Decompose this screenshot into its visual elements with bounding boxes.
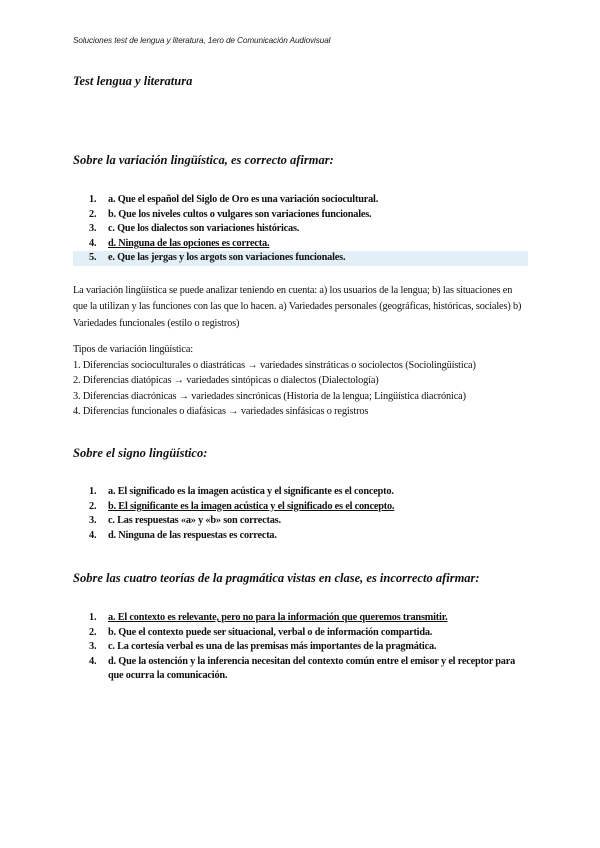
types-heading: Tipos de variación lingüística: — [73, 344, 193, 355]
list-item: 4. Diferencias funcionales o diafásicas → variedades sinfásicas o registros — [73, 406, 369, 418]
question-1-title: Sobre la variación lingüística, es correcto afirmar: — [73, 153, 334, 167]
list-item: 2. Diferencias diatópicas → variedades sintópicas o dialectos (Dialectología) — [73, 375, 379, 387]
list-item: 2. b. Que los niveles cultos o vulgares son variaciones funcionales. — [89, 208, 372, 220]
question-3-options — [73, 611, 528, 684]
list-item-correct-answer: 4. d. Ninguna de las opciones es correcta. — [89, 237, 270, 249]
list-item-correct-answer: 2. b. El significante es la imagen acústica y el significado es el concepto. — [89, 500, 395, 512]
list-item: 4. d. Que la ostención y la inferencia necesitan del contexto común entre el emisor y el receptor para que ocurra la comunicación. — [89, 655, 516, 682]
list-item: 1. a. Que el español del Siglo de Oro es una variación sociocultural. — [89, 194, 379, 205]
list-item: 2. b. Que el contexto puede ser situacional, verbal o de información compartida. — [89, 626, 433, 638]
list-item: 3. c. Que los dialectos son variaciones históricas. — [89, 223, 300, 235]
list-item: 3. Diferencias diacrónicas → variedades sincrónicas (Historia de la lengua; Lingüística diacrónica) — [73, 390, 466, 402]
list-item-highlighted: 5. e. Que las jergas y los argots son variaciones funcionales. — [73, 251, 528, 266]
list-item: 1. a. El significado es la imagen acústica y el significante es el concepto. — [89, 486, 394, 497]
explanation-paragraph: La variación lingüística se puede analizar teniendo en cuenta: a) los usuarios de la lengua; b) las situaciones en que la utilizan y las funciones con las que lo hacen. a) Variedades personales (geográficas, históricas, sociales) b) Variedades funcionales (estilo o registros) — [73, 285, 522, 329]
question-3-title: Sobre las cuatro teorías de la pragmática vistas en clase, es incorrecto afirmar: — [73, 571, 480, 585]
list-item: 1. Diferencias socioculturales o diastráticas → variedades sinstráticas o sociolectos (Sociolingüística) — [73, 359, 476, 371]
list-item: 4. d. Ninguna de las respuestas es correcta. — [89, 529, 277, 541]
list-item: 3. c. Las respuestas «a» y «b» son correctas. — [89, 515, 281, 527]
question-2-title: Sobre el signo lingüístico: — [73, 446, 208, 460]
list-item: 3. c. La cortesía verbal es una de las premisas más importantes de la pragmática. — [89, 641, 437, 653]
running-header: Soluciones test de lengua y literatura, 1ero de Comunicación Audiovisual — [73, 36, 331, 45]
variation-types-list — [73, 342, 533, 420]
list-item-correct-answer: 1. a. El contexto es relevante, pero no para la información que queremos transmitir. — [89, 612, 448, 623]
question-1-options — [73, 193, 528, 266]
question-2-options — [73, 485, 528, 543]
document-title: Test lengua y literatura — [73, 74, 193, 88]
